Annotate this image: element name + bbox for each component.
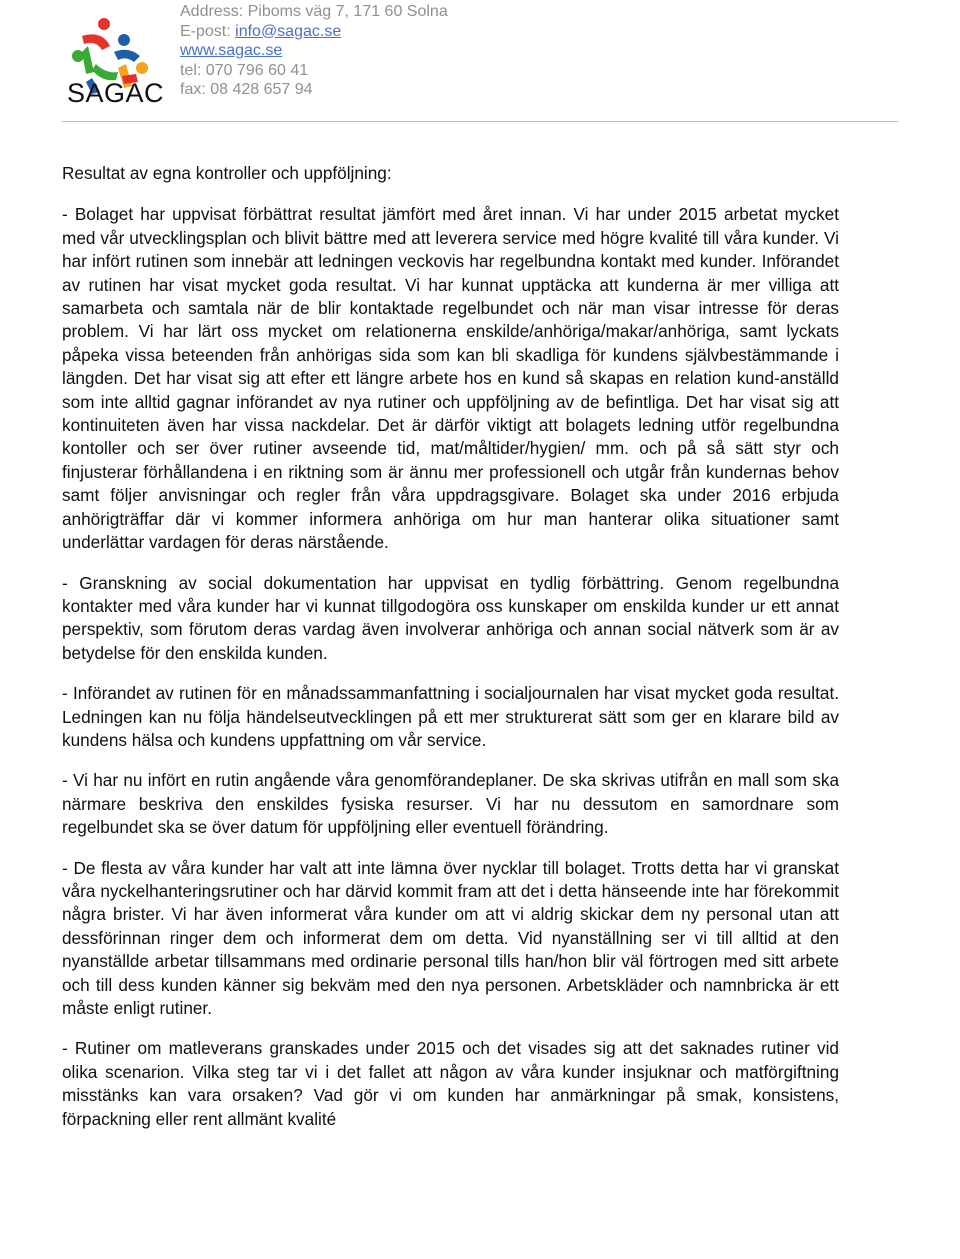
paragraph-documentation: - Granskning av social dokumentation har uppvisat en tydlig förbättring. Genom regelbundna kontakter med våra kunder har vi kunnat tillgodogöra oss kunskaper om enskilda kunder ur ett annat perspektiv, som förutom deras vardag även involverar anhöriga och annan social nätverk som är av betydelse för den enskilda kunden. [62,572,839,663]
paragraph-keys: - De flesta av våra kunder har valt att inte lämna över nycklar till bolaget. Trotts detta har vi granskat våra nyckelhanteringsrutiner och har därvid kommit fram att det i detta hänseende inte har förekommit några brister. Vi har även informerat våra kunder om att vi aldrig skickar dem ny personal utan att dessförinnan ringer dem och informerat dem om detta. Vid nyanställning ser vi till alltid at den nyanställde arbetar tillsammans med ordinarie personal tills han/hon blir väl förtrogen med sitt arbete och till dess kunden känner sig bekväm med den nya personen. Arbetskläder och namnbricka är ett måste enligt rutiner. [62,857,839,1018]
paragraph-monthly-summary: - Införandet av rutinen för en månadssammanfattning i socialjournalen har visat mycket goda resultat. Ledningen kan nu följa händelseutvecklingen på ett mer strukturerat sätt som ger en klarare bild av kundens hälsa och kundens uppfattning om vår service. [62,683,839,750]
phone: tel: 070 796 60 41 [180,61,309,79]
paragraph-results: - Bolaget har uppvisat förbättrat resultat jämfört med året innan. Vi har under 2015 arbetat mycket med vår utvecklingsplan och blivit bättre med att leverera service med högre kvalité till våra kunder. Vi har infört rutinen som innebär att ledningen veckovis har regelbundna kontakt med kunder. Införandet av rutinen har visat mycket goda resultat. Vi har kunnat upptäcka att kunderna är mer villiga att samarbeta och samtala när de blir kontaktade regelbundet och när man visar intresse för deras problem. Vi har lärt oss mycket om relationerna enskilde/anhöriga/makar/anhöriga, samt lyckats påpeka vissa beteenden från anhörigas sida som kan bli skadliga för kundens självbestämmande i längden. Det har visat sig att efter ett längre arbete hos en kund så skapas en relation kund-anställd som inte alltid gagnar införandet av nya rutiner och uppföljning av de befintliga. Det har visat sig att kontinuiteten även har vissa nackdelar. Det är därför viktigt att bolagets ledning utför regelbundna kontoller och ser över rutiner avseende tid, mat/måltider/hygien/ mm. och på så sätt styr och finjusterar förhållandena i en riktning som är ännu mer professionell och utgår från kundernas behov samt följer anvisningar och regler från våra uppdragsgivare. Bolaget ska under 2016 erbjuda anhörigträffar där vi kommer informera anhöriga om hur man hanterar olika situationer samt underlättar vardagen för deras närstående. [62,204,839,553]
fax: fax: 08 428 657 94 [180,81,313,98]
document-body [62,162,839,1148]
section-heading: Resultat av egna kontroller och uppföljning: [62,163,392,183]
header-divider [62,121,898,122]
contact-block [180,2,448,100]
website-link[interactable]: www.sagac.se [180,42,283,59]
paragraph-implementation-plans: - Vi har nu infört en rutin angående våra genomförandeplaner. De ska skrivas utifrån en mall som ska närmare beskriva den enskildes fysiska resurser. Vi har nu dessutom en samordnare som regelbundet ska se över datum för uppföljning eller eventuell förändring. [62,770,839,838]
address: Address: Piboms väg 7, 171 60 Solna [180,3,448,20]
letterhead [0,0,960,122]
logo-wordmark: SAGAC [67,78,165,108]
email-line [180,22,448,42]
email-link[interactable]: info@sagac.se [235,22,342,40]
email-label: E-post: [180,22,236,40]
paragraph-food-delivery: - Rutiner om matleverans granskades under 2015 och det visades sig att det saknades rutiner vid olika scenarion. Vilka steg tar vi i det fallet att någon av våra kunder insjuknar och matförgiftning misstänks kan vara orsaken? Vad gör vi om kunden har anmärkningar på smak, konsistens, förpackning eller rent allmänt kvalité [62,1038,839,1129]
